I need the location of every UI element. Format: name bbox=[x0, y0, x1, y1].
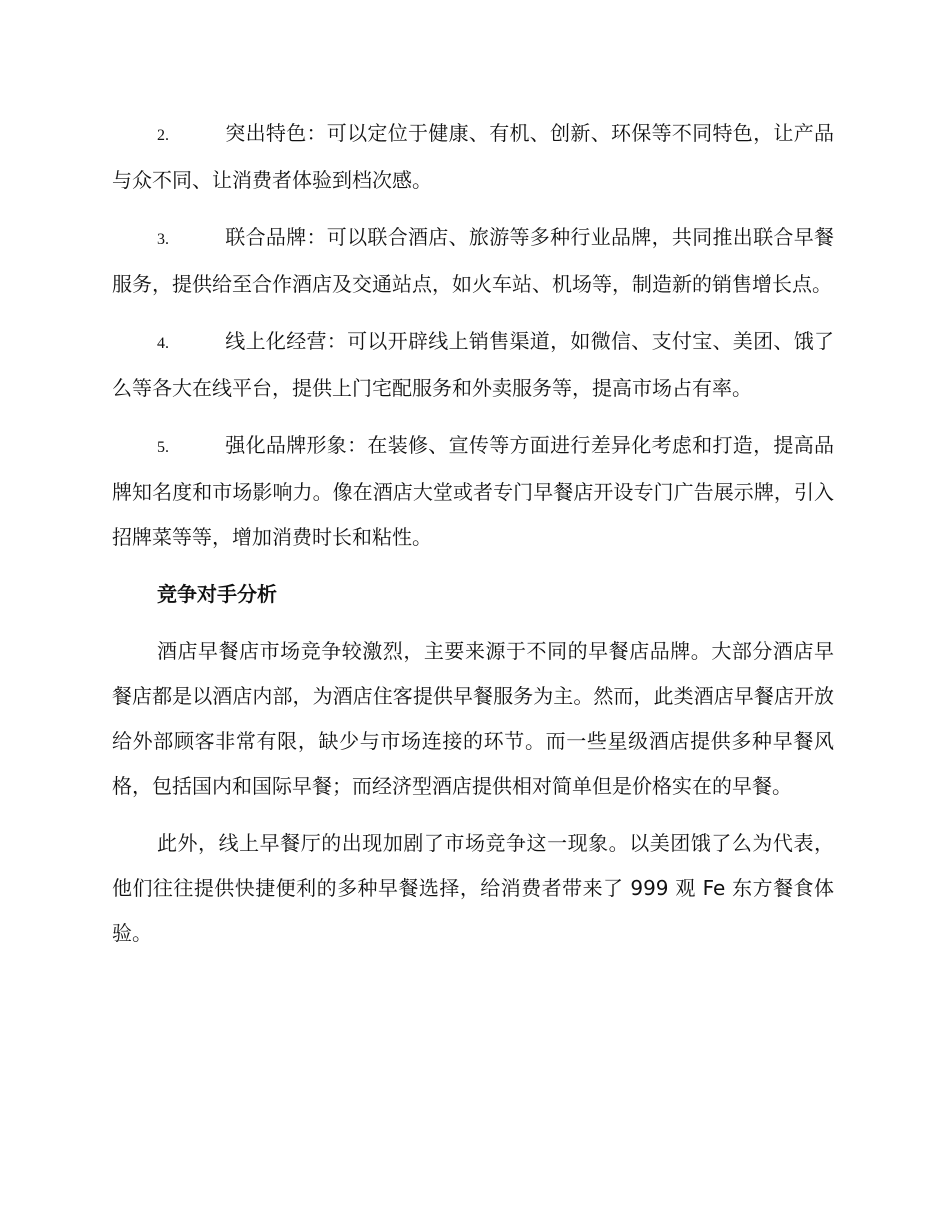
list-item-text: 联合品牌：可以联合酒店、旅游等多种行业品牌，共同推出联合早餐服务，提供给至合作酒店及交通站点，如火车站、机场等，制造新的销售增长点。 bbox=[112, 225, 834, 296]
list-item-number: 3. bbox=[157, 231, 169, 248]
list-item bbox=[112, 215, 834, 307]
list-item-text: 强化品牌形象：在装修、宣传等方面进行差异化考虑和打造，提高品牌知名度和市场影响力。像在酒店大堂或者专门早餐店开设专门广告展示牌，引入招牌菜等等，增加消费时长和粘性。 bbox=[112, 433, 834, 549]
list-item-number: 2. bbox=[157, 127, 169, 144]
section-heading: 竞争对手分析 bbox=[157, 582, 277, 606]
body-paragraph: 酒店早餐店市场竞争较激烈，主要来源于不同的早餐店品牌。大部分酒店早餐店都是以酒店内部，为酒店住客提供早餐服务为主。然而，此类酒店早餐店开放给外部顾客非常有限，缺少与市场连接的环节。而一些星级酒店提供多种早餐风格，包括国内和国际早餐；而经济型酒店提供相对简单但是价格实在的早餐。 bbox=[112, 639, 834, 798]
list-item-number: 5. bbox=[157, 439, 169, 456]
document-content bbox=[112, 111, 834, 968]
list-item-text: 突出特色：可以定位于健康、有机、创新、环保等不同特色，让产品与众不同、让消费者体验到档次感。 bbox=[112, 121, 834, 192]
list-item bbox=[112, 319, 834, 411]
list-item bbox=[112, 423, 834, 560]
list-item-text: 线上化经营：可以开辟线上销售渠道，如微信、支付宝、美团、饿了么等各大在线平台，提供上门宅配服务和外卖服务等，提高市场占有率。 bbox=[112, 329, 834, 400]
list-item-number: 4. bbox=[157, 335, 169, 352]
body-paragraph: 此外，线上早餐厅的出现加剧了市场竞争这一现象。以美团饿了么为代表，他们往往提供快捷便利的多种早餐选择，给消费者带来了 999 观 Fe 东方餐食体验。 bbox=[112, 831, 834, 945]
list-item bbox=[112, 111, 834, 203]
